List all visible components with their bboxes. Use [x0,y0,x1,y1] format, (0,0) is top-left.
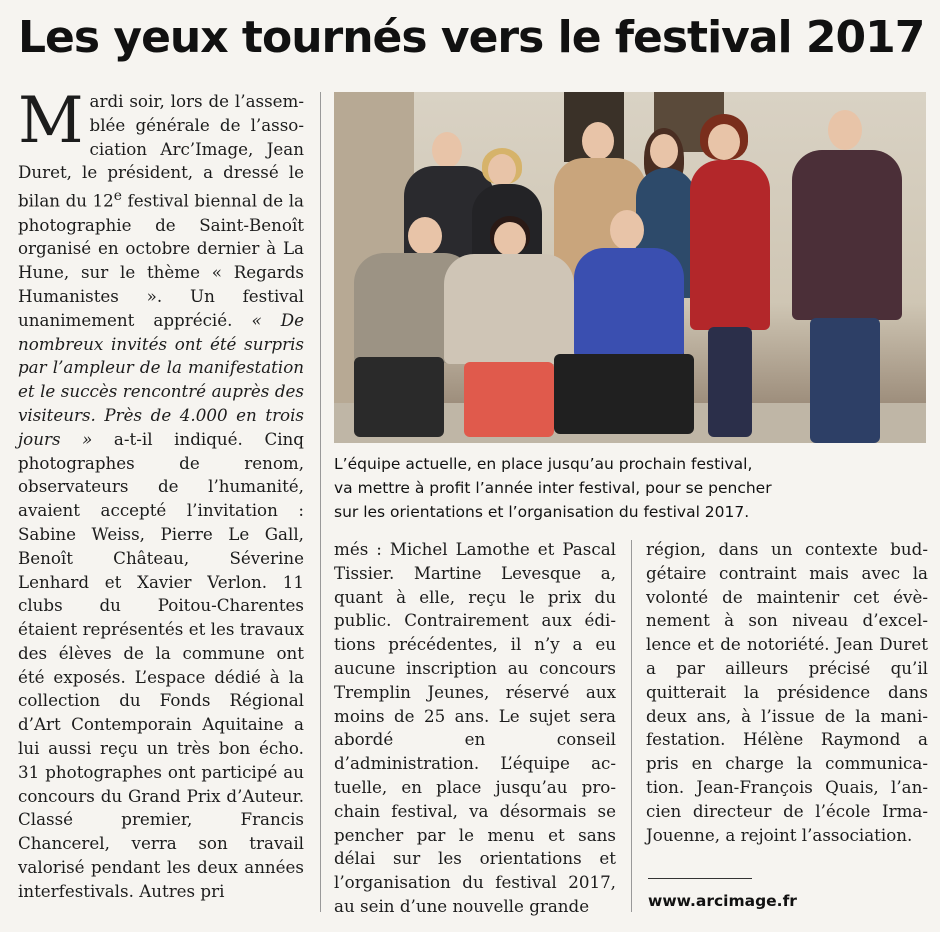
article-column-1 [18,84,304,904]
dropcap: M [18,84,84,158]
headline: Les yeux tournés vers le festival 2017 [18,12,925,63]
caption-line: sur les orientations et l’organisation du festival 2017. [334,503,750,521]
column-2-text: més : Michel Lamothe et Pascal Tissier. Martine Levesque a, quant à elle, reçu le prix du public. Contrairement aux éditions précédentes, il n’y a eu aucune inscription au concours Tremplin Jeunes, réservé aux moins de 25 ans. Le sujet sera abordé en conseil d’administration. L’équipe actuelle, en place jusqu’au prochain festival, va désormais se pencher par le menu et sans délai sur les orientations et l’organisation du festival 2017, au sein d’une nouvelle grande [334,539,616,916]
article-column-2 [334,538,616,919]
website-link[interactable]: www.arcimage.fr [648,892,797,910]
column-divider [631,540,632,912]
signature-rule [648,878,752,879]
column-1-text: ardi soir, lors de l’assemblée générale de l’association Arc’Image, Jean Duret, le président, a dressé le bilan du 12e festival biennal de la photographie de Saint-Benoît organisé en octobre dernier à La Hune, sur le thème « Regards Humanistes ». Un festival unanimement apprécié. « De nombreux invités ont été surpris par l’ampleur de la manifestation et le succès rencontré auprès des visiteurs. Près de 4.000 en trois jours » a-t-il indiqué. Cinq photographes de renom, observateurs de l’humanité, avaient accepté l’invitation : Sabine Weiss, Pierre Le Gall, Benoît Château, Séverine Lenhard et Xavier Verlon. 11 clubs du Poitou-Charentes étaient représentés et les travaux des élèves de la commune ont été exposés. L’espace dédié à la collection du Fonds Régional d’Art Contemporain Aquitaine a lui aussi reçu un très bon écho. 31 photographes ont participé au concours du Grand Prix d’Auteur. Classé premier, Francis Chancerel, verra son travail valorisé pendant les deux années interfestivals. Autres pri [18,91,304,901]
column-3-text: région, dans un contexte budgétaire contraint mais avec la volonté de maintenir cet évènement à son niveau d’excellence et de notoriété. Jean Duret a par ailleurs précisé qu’il quitterait la présidence dans deux ans, à l’issue de la manifestation. Hélène Raymond a pris en charge la communication. Jean-François Quais, l’ancien directeur de l’école Irma-Jouenne, a rejoint l’association. [646,539,928,845]
caption-line: va mettre à profit l’année inter festival, pour se pencher [334,479,772,497]
photo-caption [334,452,928,524]
caption-line: L’équipe actuelle, en place jusqu’au prochain festival, [334,455,753,473]
team-photo [334,92,926,443]
column-divider [320,92,321,912]
article-column-3 [646,538,928,847]
